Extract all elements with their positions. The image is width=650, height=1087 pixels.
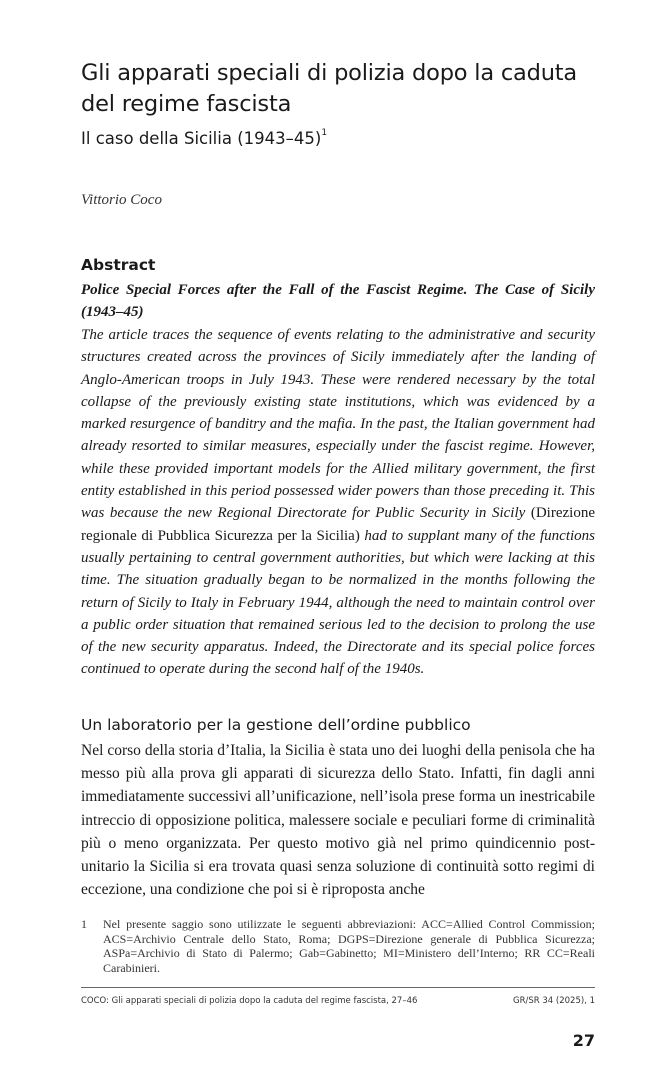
- abstract-body-part2: had to supplant many of the functions usually pertaining to central government authorities, but which were lacking at this time. The situation gradually began to be normalized in the months following the return of Sicily to Italy in February 1944, although the need to maintain control over a public order situation that remained serious led to the decision to prolong the use of the new security apparatus. Indeed, the Directorate and its special police forces continued to operate during the second half of the 1940s.: [81, 527, 595, 678]
- article-subtitle: [81, 120, 327, 152]
- abstract-body: [81, 324, 595, 681]
- footnote-ref-mark[interactable]: 1: [321, 128, 328, 138]
- article-subtitle-text: Il caso della Sicilia (1943–45): [81, 129, 322, 148]
- abstract-body-italian-name: (Direzione regionale di Pubblica Sicurezza per la Sicilia): [81, 505, 595, 544]
- page-number: 27: [572, 1031, 595, 1050]
- article-title: Gli apparati speciali di polizia dopo la caduta del regime fascista: [81, 60, 577, 117]
- footer-divider: [81, 987, 595, 988]
- running-footer-right: GR/SR 34 (2025), 1: [513, 996, 595, 1006]
- footnote-number: 1: [81, 917, 87, 931]
- footnote-text: Nel presente saggio sono utilizzate le seguenti abbreviazioni: ACC=Allied Control Commission; ACS=Archivio Centrale dello Stato, Roma; DGPS=Direzione generale di Pubblica Sicurezza; ASPa=Archivio di Stato di Palermo; Gab=Gabinetto; MI=Ministero dell’Interno; RR CC=Reali Carabinieri.: [103, 917, 595, 975]
- abstract-body-part1: The article traces the sequence of events relating to the administrative and security structures created across the provinces of Sicily immediately after the landing of Anglo-American troops in July 1943. These were rendered necessary by the total collapse of the previously existing state institutions, which was evidenced by a marked resurgence of banditry and the mafia. In the past, the Italian government had already resorted to similar measures, especially under the fascist regime. However, while these provided important models for the Allied military government, the first entity established in this period possessed wider powers than those preceding it. This was because the new Regional Directorate for Public Security in Sicily: [81, 327, 595, 522]
- section-body: Nel corso della storia d’Italia, la Sicilia è stata uno dei luoghi della penisola che ha messo più alla prova gli apparati di sicurezza dello Stato. Infatti, fin dagli anni immediatamente successivi all’unificazione, nell’isola prese forma un inestricabile intreccio di opposizione politica, malessere sociale e peculiari forme di criminalità più o meno organizzata. Per questo motivo già nel primo quindicennio post-unitario la Sicilia si era trovata quasi senza soluzione di continuità sotto regimi di eccezione, una condizione che poi si è riproposta anche: [81, 742, 595, 899]
- section-heading: Un laboratorio per la gestione dell’ordine pubblico: [81, 716, 471, 734]
- running-footer-left: COCO: Gli apparati speciali di polizia dopo la caduta del regime fascista, 27–46: [81, 996, 418, 1006]
- abstract-heading: Abstract: [81, 256, 156, 274]
- abstract-title: Police Special Forces after the Fall of the Fascist Regime. The Case of Sicily (1943–45): [81, 282, 595, 321]
- author-name: Vittorio Coco: [81, 192, 162, 208]
